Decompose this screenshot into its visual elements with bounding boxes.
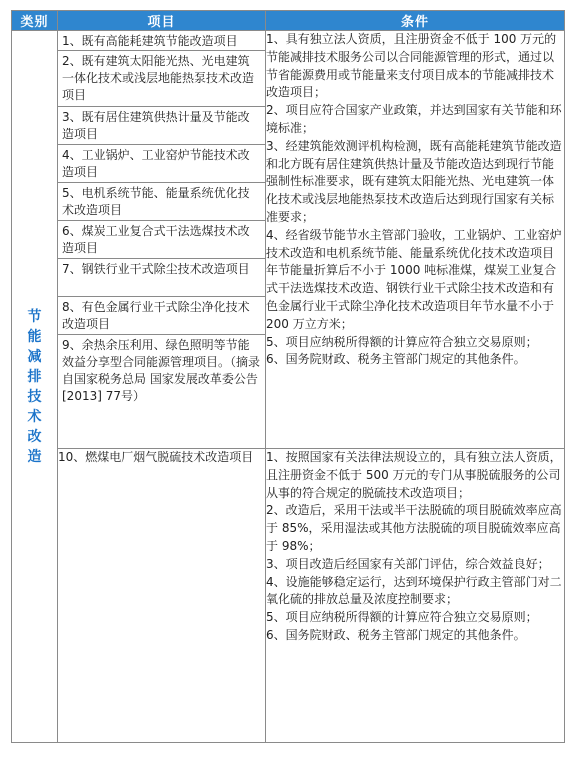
group1-conditions-cell bbox=[266, 31, 565, 449]
condition-item: 1、按照国家有关法律法规设立的，具有独立法人资质，且注册资金不低于 500 万元的专门从事脱硫服务的公司从事的符合规定的脱硫技术改造项目； bbox=[266, 450, 562, 500]
category-label bbox=[12, 307, 57, 467]
header-category: 类别 bbox=[12, 11, 58, 31]
condition-item: 2、项目应符合国家产业政策，并达到国家有关节能和环境标准； bbox=[266, 103, 562, 135]
group1-items-cell bbox=[58, 31, 266, 449]
category-char: 术 bbox=[27, 408, 42, 425]
category-cell bbox=[12, 31, 58, 743]
category-char: 排 bbox=[27, 368, 42, 385]
category-char: 减 bbox=[27, 348, 42, 365]
header-condition: 条件 bbox=[266, 11, 565, 31]
table-row bbox=[12, 31, 565, 449]
condition-item: 5、项目应纳税所得额的计算应符合独立交易原则； bbox=[266, 334, 538, 349]
list-item: 2、既有建筑太阳能光热、光电建筑一体化技术或浅层地能热泵技术改造项目 bbox=[58, 51, 265, 107]
category-char: 技 bbox=[27, 388, 42, 405]
category-char: 改 bbox=[27, 428, 42, 445]
category-char: 造 bbox=[27, 448, 42, 465]
list-item: 1、既有高能耗建筑节能改造项目 bbox=[58, 31, 265, 51]
list-item: 3、既有居住建筑供热计量及节能改造项目 bbox=[58, 107, 265, 145]
group2-conditions-cell bbox=[266, 449, 565, 743]
table-row bbox=[12, 449, 565, 743]
header-project: 项目 bbox=[58, 11, 266, 31]
group2-item-cell: 10、燃煤电厂烟气脱硫技术改造项目 bbox=[58, 449, 266, 743]
condition-item: 4、设施能够稳定运行，达到环境保护行政主管部门对二氧化硫的排放总量及浓度控制要求； bbox=[266, 574, 562, 607]
condition-item: 6、国务院财政、税务主管部门规定的其他条件。 bbox=[266, 627, 526, 642]
condition-item: 5、项目应纳税所得额的计算应符合独立交易原则； bbox=[266, 610, 538, 625]
list-item: 8、有色金属行业干式除尘净化技术改造项目 bbox=[58, 297, 265, 335]
list-item: 7、钢铁行业干式除尘技术改造项目 bbox=[58, 259, 265, 297]
condition-item: 2、改造后，采用干法或半干法脱硫的项目脱硫效率应高于 85%，采用湿法或其他方法脱硫的项目脱硫效率应高于 98%； bbox=[266, 503, 562, 553]
condition-item: 3、经建筑能效测评机构检测，既有高能耗建筑节能改造和北方既有居住建筑供热计量及节能改造达到现行节能强制性标准要求，既有建筑太阳能光热、光电建筑一体化技术或浅层地能热泵技术改造后达到现行国家有关标准要求； bbox=[266, 138, 562, 224]
table-header-row bbox=[12, 11, 565, 31]
category-char: 能 bbox=[27, 328, 42, 345]
list-item: 4、工业锅炉、工业窑炉节能技术改造项目 bbox=[58, 145, 265, 183]
policy-table bbox=[11, 10, 565, 743]
category-char: 节 bbox=[27, 308, 42, 325]
condition-item: 1、具有独立法人资质，且注册资金不低于 100 万元的节能减排技术服务公司以合同能源管理的形式，通过以节省能源费用或节能量来支付项目成本的节能减排技术改造项目； bbox=[266, 32, 557, 100]
list-item: 5、电机系统节能、能量系统优化技术改造项目 bbox=[58, 183, 265, 221]
condition-item: 3、项目改造后经国家有关部门评估，综合效益良好； bbox=[266, 556, 550, 571]
list-item: 9、余热余压利用、绿色照明等节能效益分享型合同能源管理项目。（摘录自国家税务总局 国家发展改革委公告[2013] 77号） bbox=[62, 338, 261, 403]
condition-item: 6、国务院财政、税务主管部门规定的其他条件。 bbox=[266, 352, 526, 367]
list-item: 6、煤炭工业复合式干法选煤技术改造项目 bbox=[58, 221, 265, 259]
condition-item: 4、经省级节能节水主管部门验收，工业锅炉、工业窑炉技术改造和电机系统节能、能量系统优化技术改造项目年节能量折算后不小于 1000 吨标准煤，煤炭工业复合式干法选煤技术改造、钢铁行业干式除尘技术改造和有色金属行业干式除尘净化技术改造项目年节水量不小于 200 万立方米； bbox=[266, 227, 562, 331]
